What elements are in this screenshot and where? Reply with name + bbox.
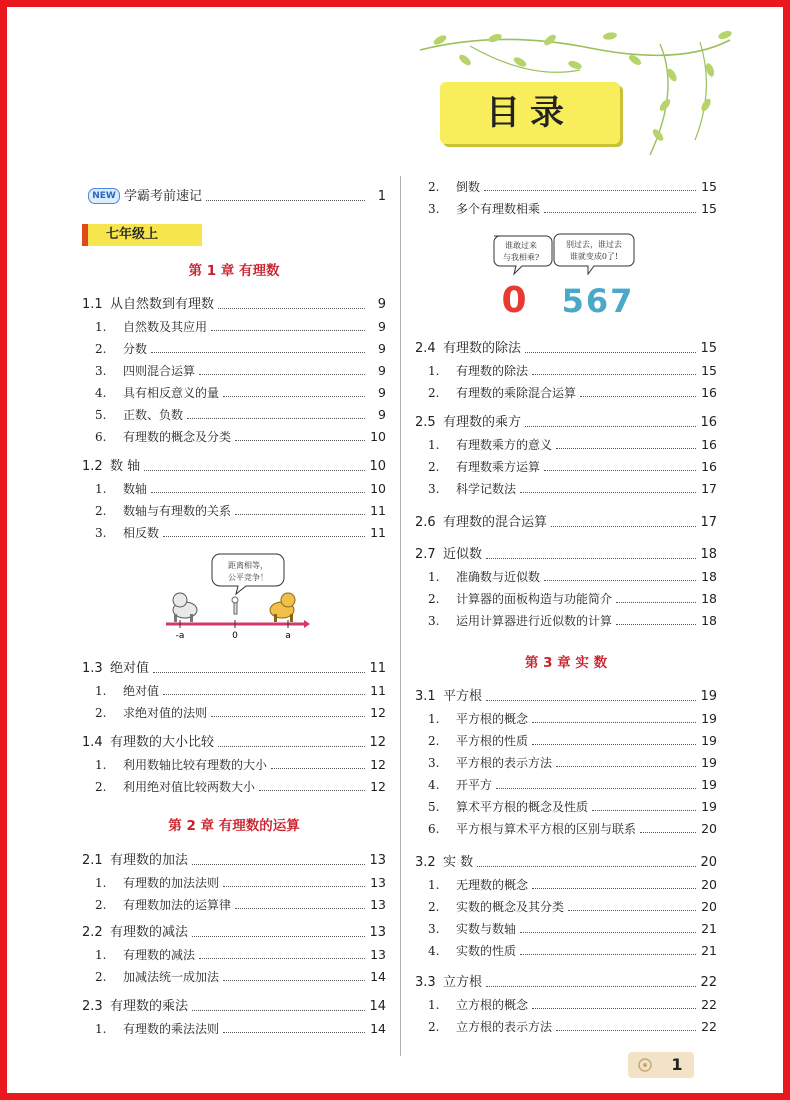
speech-a-line-2: 与我相乘? [502, 253, 540, 262]
toc-section-3-2[interactable]: 3.2 实 数 20 [415, 855, 717, 870]
column-divider [400, 176, 401, 1056]
toc-item[interactable]: 2. 利用绝对值比较两数大小 12 [95, 779, 386, 794]
chapter-1-title: 第 1 章 有理数 [188, 263, 280, 279]
speech-line-2: 公平竞争！ [228, 573, 268, 582]
toc-item[interactable]: 5. 算术平方根的概念及性质 19 [428, 799, 717, 814]
toc-item[interactable]: 1. 有理数的除法 15 [428, 363, 717, 378]
toc-item[interactable]: 2. 有理数乘方运算 16 [428, 459, 717, 474]
toc-item[interactable]: 2. 加减法统一成加法 14 [95, 969, 386, 984]
chapter-3-title: 第 3 章 实 数 [524, 655, 608, 671]
toc-section-3-1[interactable]: 3.1 平方根 19 [415, 689, 717, 704]
zero-character: 0 [501, 280, 527, 318]
toc-item[interactable]: 3. 科学记数法 17 [428, 481, 717, 496]
toc-item[interactable]: 2. 倒数 15 [428, 179, 717, 194]
toc-item[interactable]: 6. 有理数的概念及分类 10 [95, 429, 386, 444]
toc-item[interactable]: 3. 多个有理数相乘 15 [428, 201, 717, 216]
toc-item[interactable]: 2. 分数 9 [95, 341, 386, 356]
toc-section-2-7[interactable]: 2.7 近似数 18 [415, 547, 717, 562]
toc-section-2-3[interactable]: 2.3 有理数的乘法 14 [82, 999, 386, 1014]
speech-b-line-2: 谁就变成0了! [569, 252, 619, 261]
entry-page: 1 [377, 189, 386, 204]
toc-item[interactable]: 3. 实数与数轴 21 [428, 921, 717, 936]
toc-section-2-1[interactable]: 2.1 有理数的加法 13 [82, 853, 386, 868]
speech-line-1: 距离相等， [228, 561, 268, 570]
bone-icon [232, 597, 238, 614]
speech-b-line-1: 别过去，谁过去 [566, 240, 622, 249]
tick-zero: 0 [232, 631, 238, 640]
toc-item[interactable]: 2. 有理数加法的运算律 13 [95, 897, 386, 912]
toc-item[interactable]: 1. 无理数的概念 20 [428, 877, 717, 892]
toc-item[interactable]: 1. 有理数乘方的意义 16 [428, 437, 717, 452]
entry-label: 学霸考前速记 [124, 189, 203, 204]
toc-section-2-4[interactable]: 2.4 有理数的除法 15 [415, 341, 717, 356]
toc-item[interactable]: 2. 平方根的性质 19 [428, 733, 717, 748]
toc-item[interactable]: 2. 求绝对值的法则 12 [95, 705, 386, 720]
dog-left-icon [173, 593, 197, 622]
toc-item[interactable]: 4. 具有相反意义的量 9 [95, 385, 386, 400]
toc-item[interactable]: 2. 立方根的表示方法 22 [428, 1019, 717, 1034]
toc-item[interactable]: 1. 绝对值 11 [95, 683, 386, 698]
toc-section-1-3[interactable]: 1.3 绝对值 11 [82, 661, 386, 676]
page-title: 目录 [486, 93, 574, 133]
toc-item[interactable]: 4. 实数的性质 21 [428, 943, 717, 958]
toc-item[interactable]: 1. 有理数的减法 13 [95, 947, 386, 962]
chapter-2-title: 第 2 章 有理数的运算 [168, 818, 300, 834]
toc-item[interactable]: 2. 有理数的乘除混合运算 16 [428, 385, 717, 400]
toc-item[interactable]: 1. 平方根的概念 19 [428, 711, 717, 726]
leader-dots [206, 200, 365, 201]
toc-item[interactable]: 1. 数轴 10 [95, 481, 386, 496]
numbers-cartoon [488, 232, 638, 318]
tick-a: a [285, 631, 291, 640]
toc-item[interactable]: 2. 计算器的面板构造与功能简介 18 [428, 591, 717, 606]
page-decoration-icon [636, 1057, 654, 1073]
toc-item[interactable]: 1. 自然数及其应用 9 [95, 319, 386, 334]
toc-section-3-3[interactable]: 3.3 立方根 22 [415, 975, 717, 990]
toc-section-1-4[interactable]: 1.4 有理数的大小比较 12 [82, 735, 386, 750]
toc-item[interactable]: 1. 有理数的加法法则 13 [95, 875, 386, 890]
toc-item[interactable]: 3. 四则混合运算 9 [95, 363, 386, 378]
toc-item[interactable]: 1. 有理数的乘法法则 14 [95, 1021, 386, 1036]
digits-characters: 567 [561, 282, 635, 318]
number-line-cartoon [160, 548, 310, 640]
toc-item[interactable]: 3. 运用计算器进行近似数的计算 18 [428, 613, 717, 628]
toc-item[interactable]: 5. 正数、负数 9 [95, 407, 386, 422]
toc-section-1-1[interactable]: 1.1 从自然数到有理数 9 [82, 297, 386, 312]
toc-section-2-6[interactable]: 2.6 有理数的混合运算 17 [415, 515, 717, 530]
toc-entry-intro[interactable] [124, 185, 386, 205]
toc-item[interactable]: 1. 准确数与近似数 18 [428, 569, 717, 584]
new-badge: NEW [88, 188, 120, 204]
toc-item[interactable]: 1. 利用数轴比较有理数的大小 12 [95, 757, 386, 772]
speech-a-line-1: 谁敢过来 [505, 241, 537, 250]
toc-item[interactable]: 1. 立方根的概念 22 [428, 997, 717, 1012]
toc-item[interactable]: 2. 数轴与有理数的关系 11 [95, 503, 386, 518]
page-number: 1 [671, 1055, 683, 1074]
dog-right-icon [270, 593, 295, 622]
toc-item[interactable]: 6. 平方根与算术平方根的区别与联系 20 [428, 821, 717, 836]
toc-item[interactable]: 2. 实数的概念及其分类 20 [428, 899, 717, 914]
toc-section-2-5[interactable]: 2.5 有理数的乘方 16 [415, 415, 717, 430]
toc-section-1-2[interactable]: 1.2 数 轴 10 [82, 459, 386, 474]
grade-label: 七年级上 [82, 224, 202, 246]
toc-item[interactable]: 3. 平方根的表示方法 19 [428, 755, 717, 770]
toc-section-2-2[interactable]: 2.2 有理数的减法 13 [82, 925, 386, 940]
toc-item[interactable]: 4. 开平方 19 [428, 777, 717, 792]
tick-neg-a: -a [175, 631, 185, 640]
toc-item[interactable]: 3. 相反数 11 [95, 525, 386, 540]
